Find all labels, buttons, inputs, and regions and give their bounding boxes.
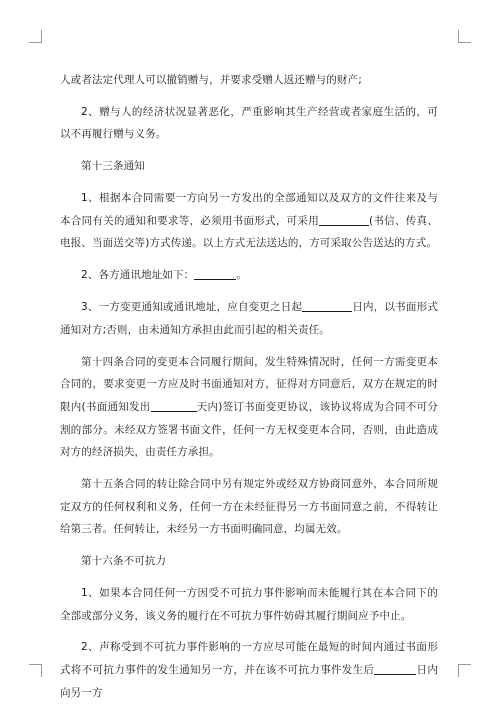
fill-in-blank — [194, 269, 236, 281]
paragraph: 3、一方变更通知或通讯地址，应自变更之日起 日内，以书面形式通知对方;否则，由未通知方承担由此而引起的相关责任。 — [60, 301, 438, 336]
paragraph: 1、根据本合同需要一方向另一方发出的全部通知以及双方的文件往来及与本合同有关的通知和要求等，必须用书面形式，可采用 (书信、传真、电报、当面送交等)方式传递。以上方式无法送达的，方可采取公告送达的方式。 — [60, 192, 438, 250]
document-body — [60, 69, 438, 714]
paragraph: 2、声称受到不可抗力事件影响的一方应尽可能在最短的时间内通过书面形式将不可抗力事件的发生通知另一方，并在该不可抗力事件发生后 日内向另一方 — [60, 641, 438, 699]
fill-in-blank — [319, 214, 369, 226]
crop-mark-top-right — [458, 30, 471, 43]
fill-in-blank — [151, 400, 197, 412]
crop-mark-bottom-left — [29, 664, 42, 677]
crop-mark-bottom-right — [458, 664, 471, 677]
crop-mark-top-left — [29, 30, 42, 43]
article-heading: 第十三条通知 — [81, 160, 145, 173]
paragraph: 第十四条合同的变更本合同履行期间，发生特殊情况时，任何一方需变更本合同的，要求变更一方应及时书面通知对方，征得对方同意后，双方在规定的时限内(书面通知发出 天内)签订书面变更协议，该协议将成为合同不可分割的部分。未经双方签署书面文件，任何一方无权变更本合同，否则，由此造成对方的经济损失，由责任方承担。 — [60, 355, 438, 459]
paragraph: 1、如果本合同任何一方因受不可抗力事件影响而未能履行其在本合同下的全部或部分义务，该义务的履行在不可抗力事件妨碍其履行期间应予中止。 — [60, 586, 438, 622]
fill-in-blank — [374, 664, 416, 676]
article-heading: 第十六条不可抗力 — [81, 555, 167, 568]
paragraph: 第十五条合同的转让除合同中另有规定外或经双方协商同意外，本合同所规定双方的任何权利和义务，任何一方在未经征得另一方书面同意之前，不得转让给第三者。任何转让，未经另一方书面明确同意，均属无效。 — [60, 477, 438, 536]
paragraph: 2、赠与人的经济状况显著恶化，严重影响其生产经营或者家庭生活的，可以不再履行赠与义务。 — [60, 105, 438, 141]
paragraph: 人或者法定代理人可以撤销赠与，并要求受赠人返还赠与的财产; — [60, 74, 362, 86]
paragraph: 2、各方通讯地址如下： 。 — [81, 269, 247, 282]
fill-in-blank — [302, 301, 352, 313]
